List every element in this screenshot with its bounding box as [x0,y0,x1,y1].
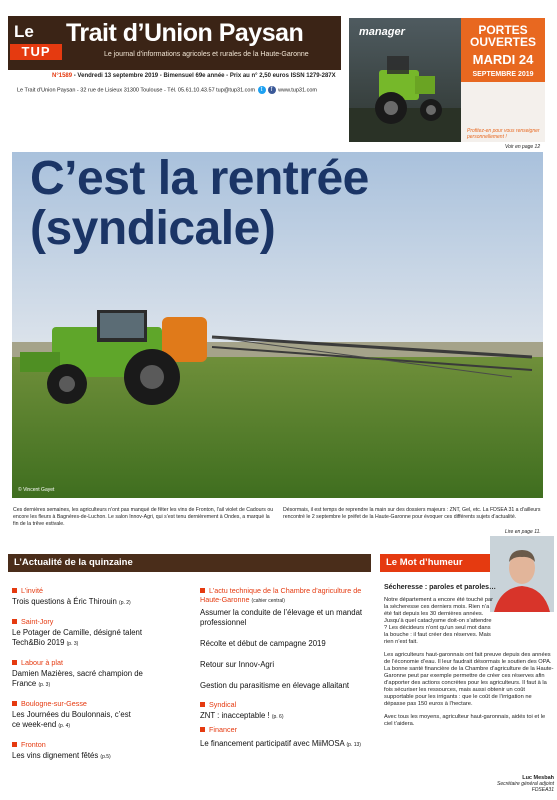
category-text: L’invité [21,586,43,595]
category-label [12,617,187,626]
category-text: Syndical [209,700,237,709]
article-link[interactable]: Assumer la conduite de l’élevage et un mandat professionnel [200,608,363,627]
news-column-left [12,586,187,762]
headline-line-1: C’est la rentrée [30,152,369,205]
photo-credit: © Vincent Gayet [18,487,55,493]
address-line [17,86,317,94]
article-title: Le Potager de Camille, désigné talent Tech&Bio 2019 [12,628,143,647]
article-link[interactable] [12,710,137,731]
category-text: Labour à plat [21,658,63,667]
article-link[interactable]: Récolte et début de campagne 2019 [200,639,326,648]
issue-line [52,73,336,79]
advert-date [465,54,541,81]
article-title: Trois questions à Éric Thirouin [12,597,117,606]
bullet-square-icon [12,619,17,624]
mot-section-header: Le Mot d’humeur [380,554,490,572]
advert-banner[interactable] [349,18,545,142]
issue-details: - Vendredi 13 septembre 2019 - Bimensuel 69e année - Prix au n° 2,50 euros ISSN 1279-287X [73,73,336,79]
read-page-note: Lire en page 11. [505,529,541,535]
article-link[interactable] [200,711,378,722]
bullet-square-icon [12,660,17,665]
masthead-tup-logo: TUP [10,44,62,60]
article-title: ZNT : inacceptable ! [200,711,270,720]
caption-right: Désormais, il est temps de reprendre la main sur des dossiers majeurs : ZNT, Gel, etc. La FDSEA 31 a d’ailleurs rencontré le 2 septembre le préfet de la Haute-Garonne pour évoquer ces différents sujets d’actualité. [283,507,541,520]
bullet-square-icon [200,727,205,732]
issue-number: N°1589 [52,73,73,79]
editorial-paragraph: Avec tous les moyens, agriculteur haut-garonnais, aidés toi et le ciel t’aidera. [384,714,546,727]
twitter-icon[interactable]: t [258,86,266,94]
address: Le Trait d’Union Paysan - 32 rue de Lisieux 31300 Toulouse - Tél. 05.61.10.43.57 tup@tup31.com [17,87,256,94]
bullet-square-icon [12,701,17,706]
category-label [200,725,378,734]
facebook-icon[interactable]: f [268,86,276,94]
advert-date-day: MARDI 24 [472,52,534,67]
bullet-square-icon [200,702,205,707]
signature-name: Luc Mesbah [522,775,554,781]
category-label [12,740,187,749]
article-title: Le financement participatif avec MiiMOSA [200,739,345,748]
masthead [8,16,341,70]
news-column-middle [200,586,378,750]
editorial-signature [480,775,554,793]
category-label [12,658,187,667]
article-link[interactable]: Retour sur Innov-Agri [200,660,275,669]
category-text: Boulogne-sur-Gesse [21,699,87,708]
masthead-subtitle: Le journal d’informations agricoles et rurales de la Haute-Garonne [104,51,309,58]
category-label [200,700,378,709]
category-label [12,699,187,708]
signature-role: Secrétaire général adjoint FDSEA31 [497,781,554,793]
category-text: L’actu technique de la Chambre d’agriculture de Haute-Garonne [200,586,362,604]
actu-section-header: L’Actualité de la quinzaine [8,554,371,572]
editorial-paragraph: Notre département a encore été touché par la sécheresse ces derniers mois. Rien n’a été fait depuis les 30 dernières années. Jusqu’à quel cataclysme doit-on s’attendre ? Les décideurs n’ont qu’un seul mot dans la bouche : il faut créer des réserves. Mais rien n’est fait. [384,597,494,645]
editorial-title: Sécheresse : paroles et paroles… [384,584,497,591]
article-link[interactable] [12,628,162,649]
see-page-note: Voir en page 12 [505,144,541,150]
article-title: Les Journées du Boulonnais, c’est ce week-end [12,710,131,729]
category-note: (cahier central) [251,598,285,604]
category-text: Fronton [21,740,46,749]
advert-brand: manager [359,26,405,38]
article-link[interactable] [200,739,378,750]
page-ref: (p. 13) [346,742,361,748]
article-link[interactable]: Gestion du parasitisme en élevage allaitant [200,681,350,690]
masthead-title: Trait d’Union Paysan [66,19,304,47]
page-ref: (p. 2) [119,600,131,606]
advert-portes-ouvertes: PORTES OUVERTES [469,23,536,49]
page-ref: (p. 3) [38,682,51,688]
masthead-le: Le [14,22,34,41]
category-text: Saint-Jory [21,617,54,626]
page-ref: (p. 6) [271,714,284,720]
bullet-square-icon [12,588,17,593]
article-link[interactable] [12,751,187,762]
page-ref: (p.5) [100,754,111,760]
category-text: Financer [209,725,237,734]
article-title: Les vins dignement fêtés [12,751,99,760]
page-ref: (p. 4) [58,723,71,729]
headline [30,154,369,254]
article-title: Damien Mazières, sacré champion de France [12,669,143,688]
article-link[interactable] [12,669,152,690]
bullet-square-icon [12,742,17,747]
bullet-square-icon [200,588,205,593]
website-link[interactable]: www.tup31.com [278,87,317,94]
headline-line-2: (syndicale) [30,202,276,255]
advert-tagline: Profitez-en pour vous renseigner personnellement ! [467,128,540,140]
caption-left: Ces dernières semaines, les agriculteurs n’ont pas manqué de fêter les vins de Fronton, l’ail violet de Cadours ou encore les fleurs à Bagnères-de-Luchon. Le salon Innov-Agri, qui s’est tenu dernièrement à Ondes, a marqué la fin de la trêve estivale. [13,507,274,527]
advert-date-month: SEPTEMBRE 2019 [472,71,534,78]
editorial-paragraph: Les agriculteurs haut-garonnais ont fait preuve depuis des années de l’économie d’eau. Il leur faudrait désormais le soutien des OPA. La bonne santé financière de la Chambre d’agriculture de la Haute-Garonne peut par exemple permettre de créer ces réserves afin d’apporter des actions concrètes pour les agriculteurs. Il faut à la fois sécuriser les ressources, mais aussi obtenir un coût supportable pour les irrigants : que le coût de l’irrigation ne dépasse pas 150 euros à l’hectare. [384,652,554,707]
category-label [12,586,187,595]
article-link[interactable] [12,597,187,608]
category-label [200,586,378,606]
page-ref: (p. 3) [66,641,79,647]
editorial-text [384,584,554,734]
